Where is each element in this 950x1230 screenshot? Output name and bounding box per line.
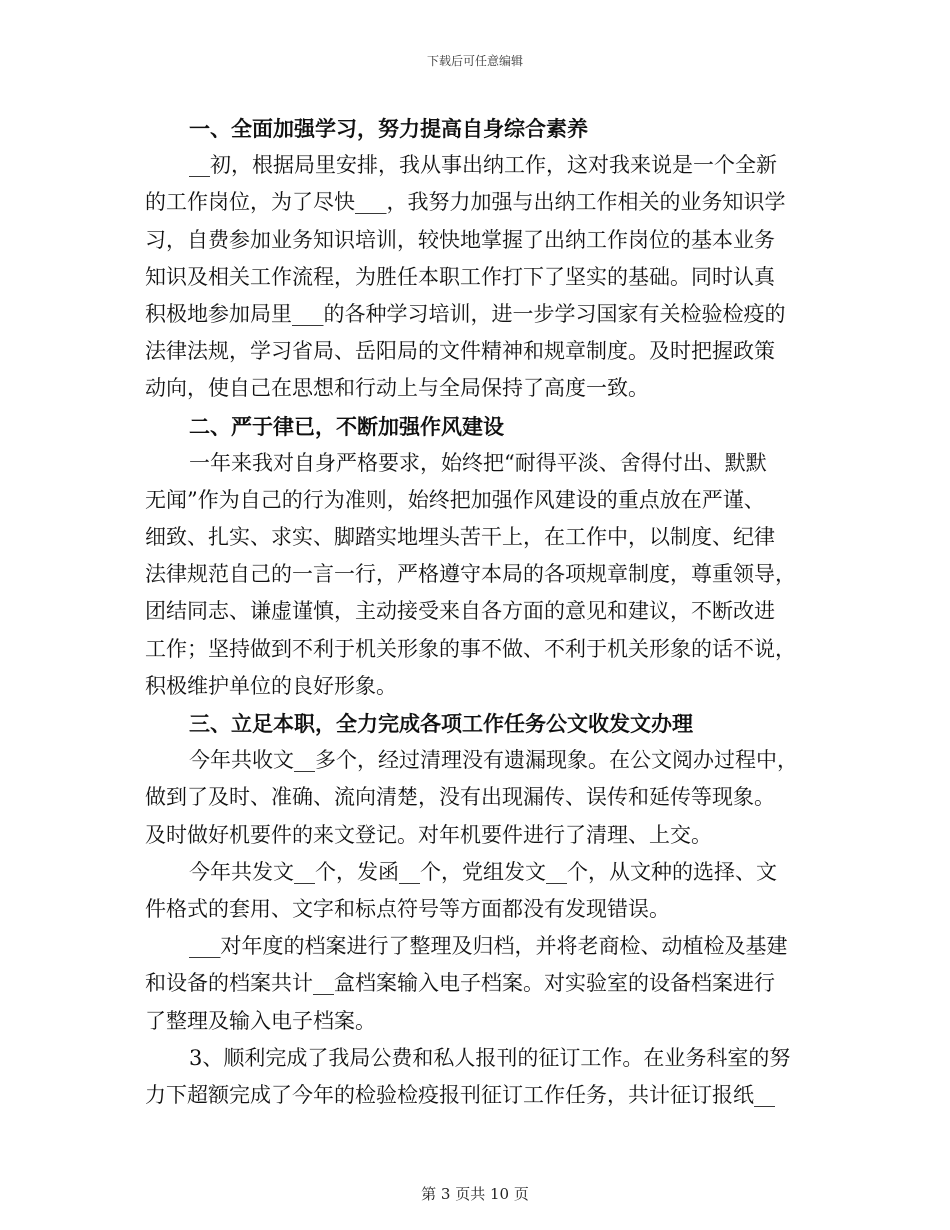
paragraph-line: 细致、扎实、求实、脚踏实地埋头苦干上，在工作中，以制度、纪律 (145, 525, 775, 550)
paragraph-line: 件格式的套用、文字和标点符号等方面都没有发现错误。 (145, 896, 670, 921)
section-heading: 一、全面加强学习，努力提高自身综合素养 (189, 116, 588, 141)
document-body (145, 110, 810, 1114)
paragraph-line: 知识及相关工作流程，为胜任本职工作打下了坚实的基础。同时认真 (145, 264, 775, 289)
paragraph-line: 今年共收文__多个，经过清理没有遗漏现象。在公文阅办过程中， (189, 748, 798, 773)
paragraph-line: 及时做好机要件的来文登记。对年机要件进行了清理、上交。 (145, 822, 712, 847)
paragraph-line: 法律规范自己的一言一行，严格遵守本局的各项规章制度，尊重领导， (145, 562, 796, 587)
paragraph-line: 习，自费参加业务知识培训，较快地掌握了出纳工作岗位的基本业务 (145, 227, 775, 252)
paragraph-line: 无闻”作为自己的行为准则，始终把加强作风建设的重点放在严谨、 (145, 487, 765, 512)
paragraph-line: 积极维护单位的良好形象。 (145, 673, 397, 698)
paragraph-line: 积极地参加局里___的各种学习培训，进一步学习国家有关检验检疫的 (145, 301, 786, 326)
page-footer: 第 3 页共 10 页 (421, 1185, 529, 1203)
paragraph-line: 动向，使自己在思想和行动上与全局保持了高度一致。 (145, 376, 649, 401)
section-heading: 二、严于律已，不断加强作风建设 (189, 413, 504, 439)
paragraph-line: 今年共发文__个，发函__个，党组发文__个，从文种的选择、文 (189, 859, 777, 884)
paragraph-line: 的工作岗位，为了尽快___，我努力加强与出纳工作相关的业务知识学 (145, 190, 786, 215)
paragraph-line: 和设备的档案共计__盒档案输入电子档案。对实验室的设备档案进行 (145, 971, 775, 996)
paragraph-line: 一年来我对自身严格要求，始终把“耐得平淡、舍得付出、默默 (189, 450, 767, 475)
page-header: 下载后可任意编辑 (426, 54, 523, 68)
paragraph-line: 团结同志、谦虚谨慎，主动接受来自各方面的意见和建议，不断改进 (145, 599, 775, 624)
paragraph-line: 法律法规，学习省局、岳阳局的文件精神和规章制度。及时把握政策 (145, 339, 775, 364)
paragraph-line: 工作；坚持做到不利于机关形象的事不做、不利于机关形象的话不说， (145, 636, 796, 661)
paragraph-line: 3、顺利完成了我局公费和私人报刊的征订工作。在业务科室的努 (189, 1045, 791, 1070)
paragraph-line: ___对年度的档案进行了整理及归档，并将老商检、动植检及基建 (189, 934, 788, 959)
paragraph-line: __初，根据局里安排，我从事出纳工作，这对我来说是一个全新 (189, 153, 777, 178)
paragraph-line: 做到了及时、准确、流向清楚，没有出现漏传、误传和延传等现象。 (145, 785, 775, 810)
paragraph-line: 力下超额完成了今年的检验检疫报刊征订工作任务，共计征订报纸__ (145, 1082, 775, 1107)
section-heading: 三、立足本职，全力完成各项工作任务公文收发文办理 (189, 711, 693, 736)
paragraph-line: 了整理及输入电子档案。 (145, 1008, 376, 1033)
